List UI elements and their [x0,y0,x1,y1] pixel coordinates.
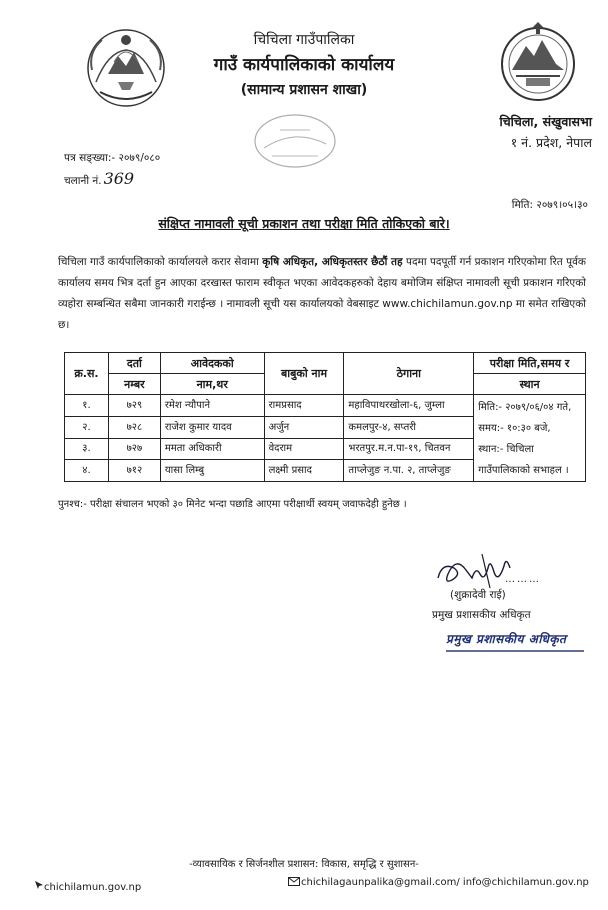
header-office-name: गाउँ कार्यपालिकाको कार्यालय [213,55,395,75]
letter-reference-number: पत्र सङ्ख्या:- २०७९/०८० [64,152,161,164]
cell-applicant-name: यासा लिम्बु [160,460,264,482]
postscript-note: पुनश्च:- परीक्षा संचालन भएको ३० मिनेट भन्दा पछाडि आएमा परीक्षार्थी स्वयम् जवाफदेही हुनेछ । [58,499,407,510]
official-seal-text: प्रमुख प्रशासकीय अधिकृत [446,632,567,646]
body-text-part3: मा समेत राखिएको छ। [58,298,586,331]
cell-applicant-name: राजेश कुमार यादव [160,416,264,438]
header-applicant-name: नाम,थर [160,374,264,395]
seal-underline [446,650,584,652]
table-row [65,395,586,417]
body-text-part1: चिचिला गाउँ कार्यपालिकाको कार्यालयले करार सेवामा [58,256,263,268]
header-section-name: (सामान्य प्रशासन शाखा) [240,82,368,98]
candidate-table [64,352,586,482]
cell-address: भरतपुर.म.न.पा-१९, चितवन [344,438,474,460]
cell-applicant-name: रमेश न्यौपाने [160,395,264,417]
body-position-title: कृषि अधिकृत, अधिकृतस्तर छैठौं तह [262,256,403,268]
footer-emails-text[interactable]: chichilagaunpalika@gmail.com/ info@chichilamun.gov.np [301,877,589,888]
cell-exam-info [474,395,586,482]
cell-serial: १. [65,395,109,417]
cell-address: कमलपुर-४, सप्तरी [344,416,474,438]
cell-registration: ७२९ [108,395,160,417]
cell-serial: ३. [65,438,109,460]
body-text-part2: पदमा पदपूर्ती गर्न प्रकाशन गरिएकोमा रित पूर्वक कार्यालय समय भित्र दर्ता हुन आएका दरखास्त फाराम स्वीकृत भएका आवेदकहरुको देहाय बमोजिम संक्षिप्त नामावली सूची प्रकाशन गरिएको व्यहोरा सम्बन्धित सबैमा जानकारी गराईन्छ । नामावली सूची यस कार्यालयको वेबसाइट [58,256,586,310]
cell-father-name: वेदराम [264,438,344,460]
cell-applicant-name: ममता अधिकारी [160,438,264,460]
header-address-line2: १ नं. प्रदेश, नेपाल [510,135,592,150]
mail-icon [288,877,300,886]
cell-address: महाविपाथरखोला-६, जुम्ला [344,395,474,417]
header-registration: दर्ता [108,353,160,374]
table-header-row [65,353,586,374]
cell-registration: ७१२ [108,460,160,482]
exam-date: मिति:- २०७९/०६/०४ गते, [478,402,572,413]
cell-registration: ७२७ [108,438,160,460]
cell-father-name: लक्ष्मी प्रसाद [264,460,344,482]
cell-serial: ४. [65,460,109,482]
footer-website[interactable] [34,880,141,893]
exam-time: समय:- १०:३० बजे, [478,423,551,434]
dispatch-number-value: 369 [103,169,135,188]
header-address: ठेगाना [344,353,474,395]
globe-icon [34,880,44,890]
header-address-line1: चिचिला, संखुवासभा [499,114,592,129]
dispatch-number-row [64,169,134,188]
cell-registration: ७२८ [108,416,160,438]
letter-subject: संक्षिप्त नामावली सूची प्रकाशन तथा परीक्षा मिति तोकिएको बारे। [158,216,450,231]
cell-serial: २. [65,416,109,438]
office-stamp-icon [250,108,340,174]
header-municipality-name: चिचिला गाउँपालिका [253,32,355,48]
cell-father-name: अर्जुन [264,416,344,438]
signatory-title: प्रमुख प्रशासकीय अधिकृत [432,609,531,621]
letter-body [58,252,586,336]
signature-icon [432,548,542,592]
footer-website-text[interactable]: chichilamun.gov.np [44,882,142,893]
header-registration-number: नम्बर [108,374,160,395]
exam-venue: स्थान:- चिचिला [478,444,534,455]
footer-slogan: -व्यावसायिक र सिर्जनशील प्रशासन: विकास, समृद्धि र सुशासन- [189,859,419,870]
letter-date: मिति: २०७९।०५।३० [511,199,588,211]
signature-dots: ……… [505,574,541,585]
signatory-name: (शुक्रादेवी राई) [450,589,506,601]
header-serial-number: क्र.स. [65,353,109,395]
cell-address: ताप्लेजुङ न.पा. २, ताप्लेजुङ [344,460,474,482]
cell-father-name: रामप्रसाद [264,395,344,417]
header-father-name: बाबुको नाम [264,353,344,395]
header-exam-place: स्थान [474,374,586,395]
dispatch-number-label: चलानी नं. [64,175,102,187]
header-exam-info: परीक्षा मिति,समय र [474,353,586,374]
exam-venue-hall: गाउँपालिकाको सभाहल । [478,465,569,476]
body-website-link[interactable]: www.chichilamun.gov.np [382,298,513,310]
header-applicant: आवेदकको [160,353,264,374]
footer-emails[interactable] [288,877,589,888]
